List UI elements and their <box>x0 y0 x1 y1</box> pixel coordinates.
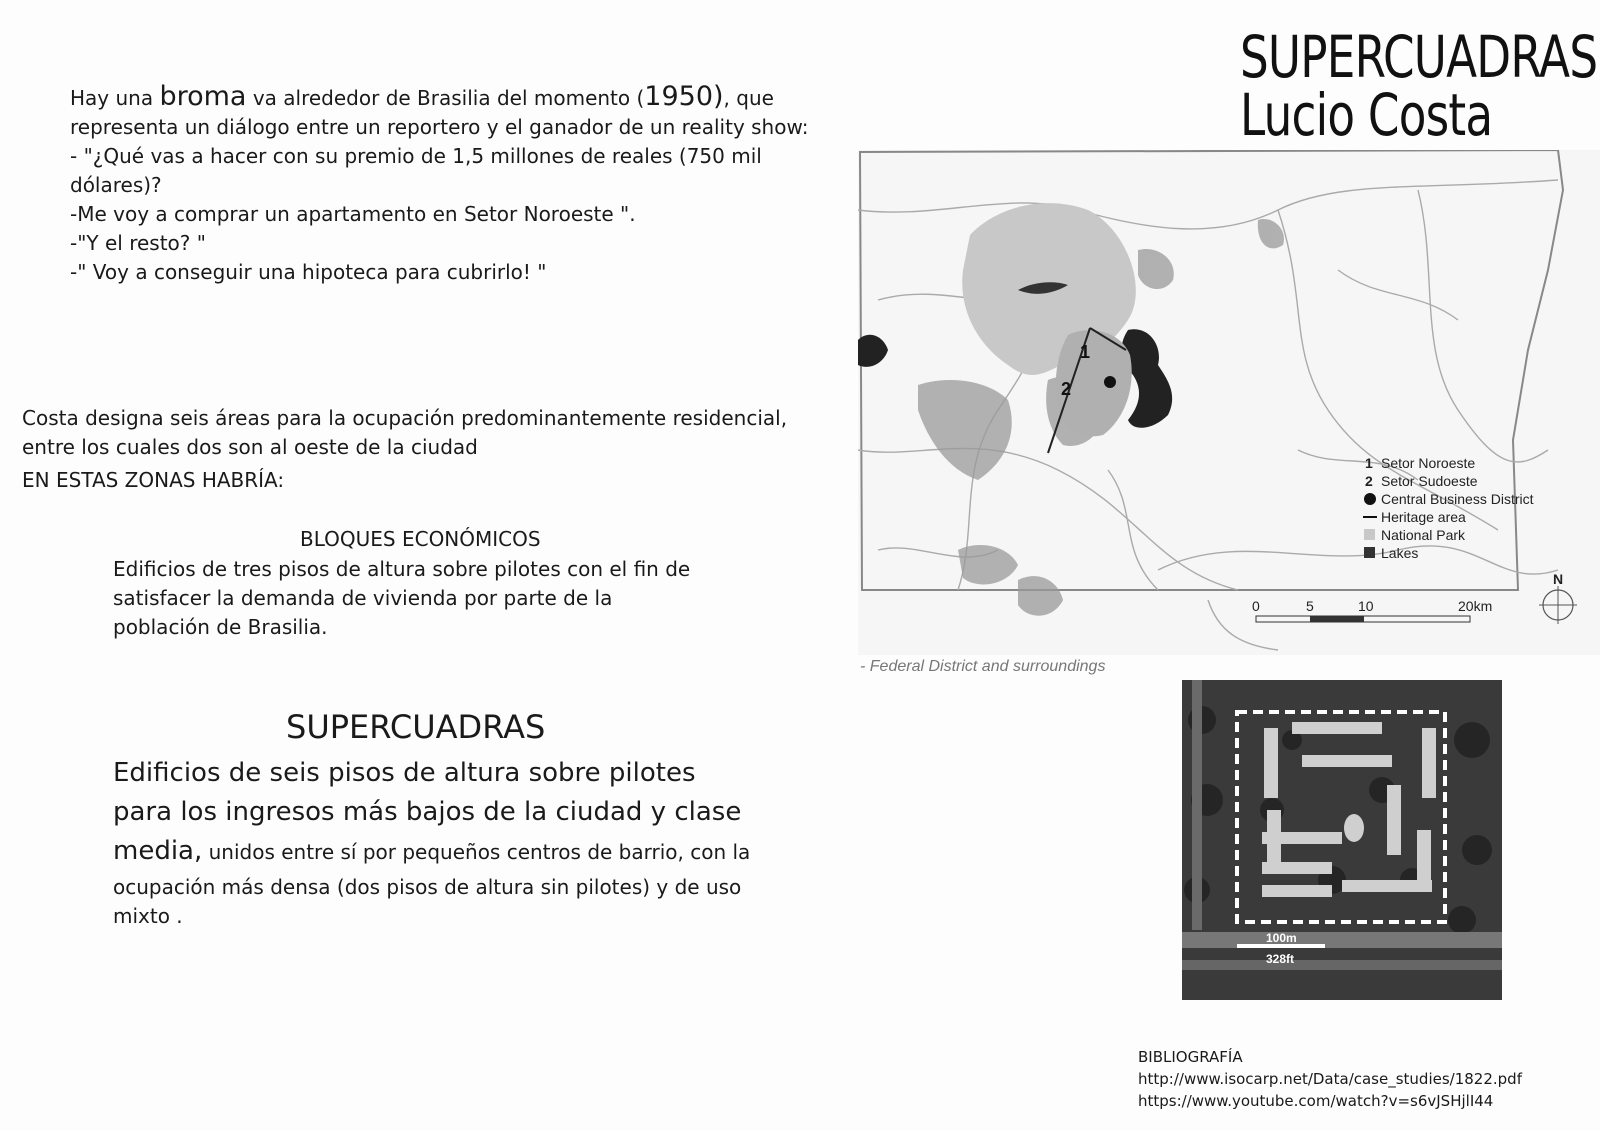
bibliography <box>1138 1046 1522 1112</box>
legend-label-1: Setor Noroeste <box>1381 455 1476 471</box>
intro-line-3: - "¿Qué vas a hacer con su premio de 1,5 millones de reales (750 mil <box>70 144 762 168</box>
legend-park-icon <box>1364 529 1375 540</box>
bloques-line-2: satisfacer la demanda de vivienda por parte de la <box>113 586 613 610</box>
north-label: N <box>1553 571 1564 587</box>
aerial-scale-ft: 328ft <box>1266 952 1295 966</box>
supercuadras-heading: SUPERCUADRAS <box>286 708 546 746</box>
supercuadra-aerial-photo <box>1182 680 1502 1000</box>
legend-label-3: Central Business District <box>1381 491 1534 507</box>
scale-5: 5 <box>1306 598 1314 614</box>
federal-district-map <box>858 150 1600 655</box>
title-line-1: SUPERCUADRAS <box>1240 23 1598 91</box>
intro-line-2: representa un diálogo entre un reportero y el ganador de un reality show: <box>70 115 809 139</box>
scale-20: 20km <box>1458 598 1493 614</box>
legend-lake-icon <box>1364 547 1375 558</box>
aerial-scale-m: 100m <box>1266 931 1297 945</box>
scale-10: 10 <box>1358 598 1374 614</box>
costa-block <box>22 404 842 495</box>
map-caption: - Federal District and surroundings <box>860 658 1106 675</box>
bibliography-link-2[interactable]: https://www.youtube.com/watch?v=s6vJSHjlI44 <box>1138 1092 1494 1110</box>
map-label-2: 2 <box>1061 379 1072 399</box>
legend-cbd-icon <box>1364 493 1376 505</box>
cbd-marker <box>1104 376 1116 388</box>
intro-line-4: dólares)? <box>70 173 162 197</box>
bloques-line-3: población de Brasilia. <box>113 615 328 639</box>
scale-0: 0 <box>1252 598 1260 614</box>
intro-block <box>70 82 860 287</box>
intro-line-6: -"Y el resto? " <box>70 231 206 255</box>
bibliography-heading: BIBLIOGRAFÍA <box>1138 1048 1243 1066</box>
page-title <box>1240 23 1598 149</box>
intro-line-1: Hay una broma va alrededor de Brasilia del momento (1950), que <box>70 81 774 112</box>
bloques-block <box>113 555 813 642</box>
bloques-line-1: Edificios de tres pisos de altura sobre pilotes con el fin de <box>113 557 691 581</box>
costa-line-2: entre los cuales dos son al oeste de la ciudad <box>22 435 478 459</box>
costa-line-3: EN ESTAS ZONAS HABRÍA: <box>22 468 285 492</box>
legend-key-1: 1 <box>1365 455 1373 471</box>
supercuadras-line-5: mixto . <box>113 904 183 928</box>
legend-label-6: Lakes <box>1381 545 1419 561</box>
legend-label-5: National Park <box>1381 527 1466 543</box>
supercuadras-block <box>113 754 853 931</box>
legend-key-2: 2 <box>1365 473 1373 489</box>
title-line-2: Lucio Costa <box>1240 81 1493 149</box>
legend-label-4: Heritage area <box>1381 509 1466 525</box>
supercuadras-line-3: media, unidos entre sí por pequeños centros de barrio, con la <box>113 836 751 866</box>
intro-line-7: -" Voy a conseguir una hipoteca para cubrirlo! " <box>70 260 547 284</box>
supercuadras-line-2: para los ingresos más bajos de la ciudad y clase <box>113 797 742 827</box>
supercuadras-line-1: Edificios de seis pisos de altura sobre pilotes <box>113 758 696 788</box>
legend-label-2: Setor Sudoeste <box>1381 473 1478 489</box>
supercuadras-line-4: ocupación más densa (dos pisos de altura sin pilotes) y de uso <box>113 875 742 899</box>
bibliography-link-1[interactable]: http://www.isocarp.net/Data/case_studies/1822.pdf <box>1138 1070 1522 1088</box>
costa-line-1: Costa designa seis áreas para la ocupación predominantemente residencial, <box>22 406 788 430</box>
intro-line-5: -Me voy a comprar un apartamento en Setor Noroeste ". <box>70 202 636 226</box>
bloques-heading: BLOQUES ECONÓMICOS <box>300 527 541 551</box>
map-label-1: 1 <box>1080 342 1091 362</box>
